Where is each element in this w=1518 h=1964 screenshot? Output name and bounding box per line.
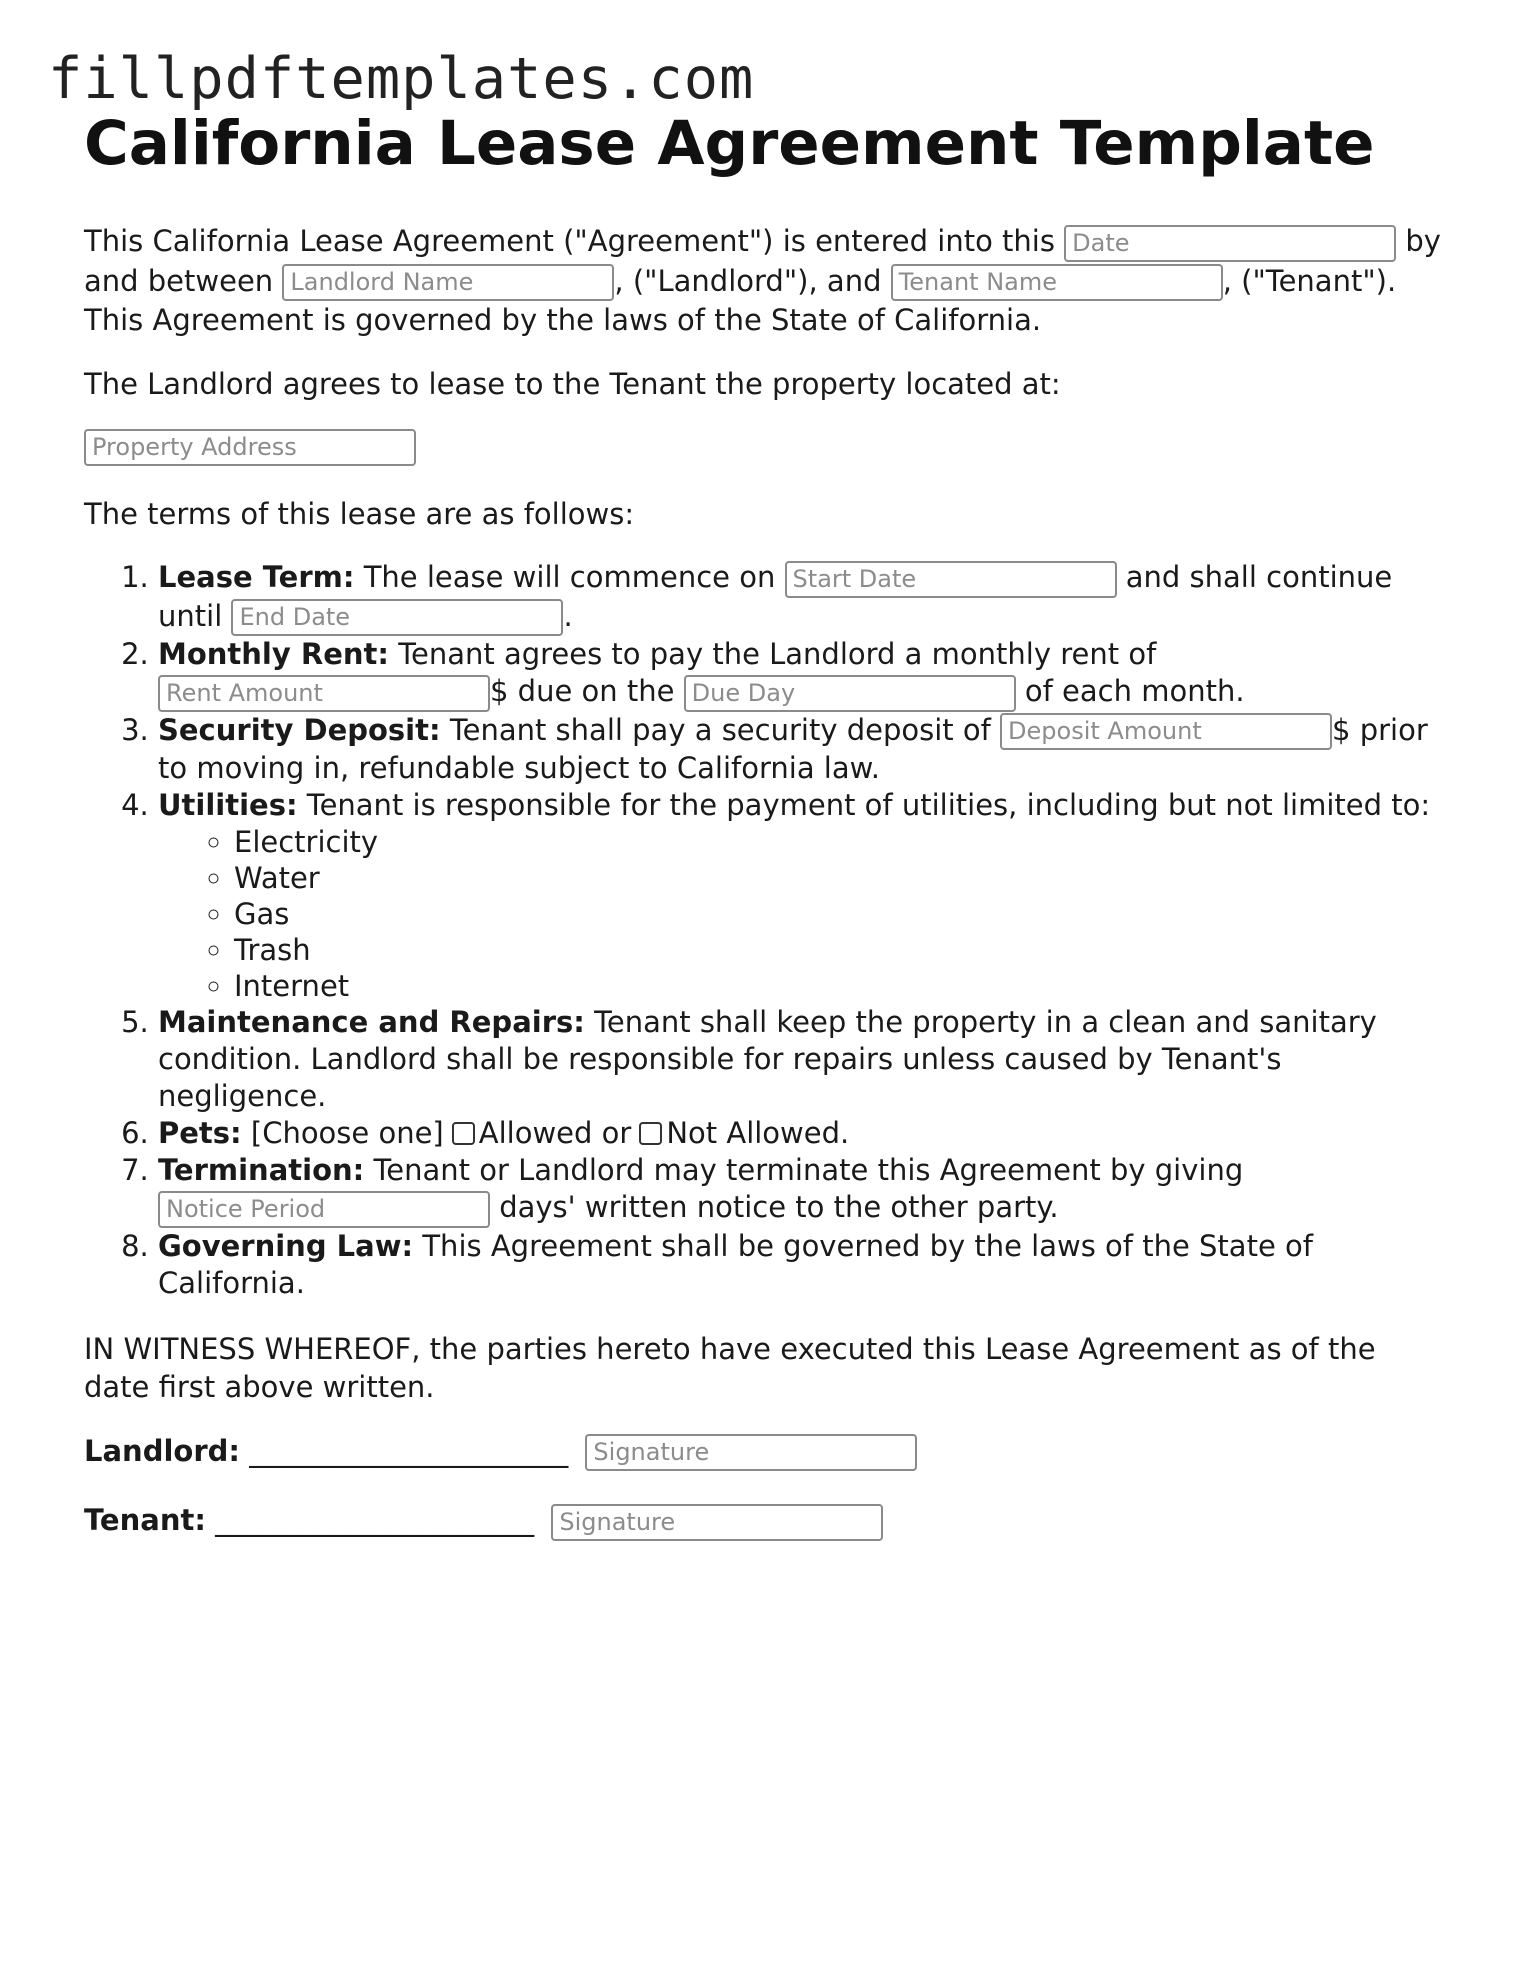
rent-amount-field[interactable]: Rent Amount (158, 675, 490, 712)
monthly-rent-text-2: $ due on the (490, 674, 675, 708)
termination-text-2: days' written notice to the other party. (499, 1190, 1059, 1224)
pets-not-allowed-checkbox[interactable] (639, 1122, 662, 1145)
security-deposit-text-2: $ prior to moving in, refundable subject to California law. (158, 712, 1428, 785)
termination-label: Termination: (158, 1153, 365, 1187)
intro-text-1: This California Lease Agreement ("Agreement") is entered into this (84, 224, 1055, 258)
maintenance-text: Tenant shall keep the property in a clean and sanitary condition. Landlord shall be responsible for repairs unless caused by Tenant's negligence. (158, 1005, 1377, 1113)
terms-intro: The terms of this lease are as follows: (84, 497, 635, 531)
utility-item: ◦ Trash (234, 932, 1444, 968)
due-day-field[interactable]: Due Day (684, 675, 1016, 712)
term-security-deposit (158, 712, 1444, 788)
maintenance-label: Maintenance and Repairs: (158, 1005, 585, 1039)
watermark: fillpdftemplates.com (48, 46, 755, 112)
utility-item: ◦ Electricity (234, 824, 1444, 860)
term-governing-law (158, 1228, 1444, 1302)
pets-label: Pets: (158, 1116, 242, 1150)
landlord-signature-field[interactable]: Signature (585, 1434, 917, 1471)
witness-paragraph: IN WITNESS WHEREOF, the parties hereto have executed this Lease Agreement as of the date first above written. (84, 1331, 1376, 1404)
page-title: California Lease Agreement Template (84, 108, 1375, 179)
term-utilities (158, 787, 1444, 1004)
utilities-label: Utilities: (158, 788, 298, 822)
term-lease-term (158, 559, 1444, 636)
tenant-signature-label: Tenant: (84, 1503, 206, 1537)
utility-item: ◦ Internet (234, 968, 1444, 1004)
term-monthly-rent (158, 636, 1444, 712)
landlord-name-field[interactable]: Landlord Name (282, 264, 614, 301)
term-termination (158, 1152, 1444, 1228)
end-date-field[interactable]: End Date (231, 599, 563, 636)
property-address-field[interactable]: Property Address (84, 429, 416, 466)
document (84, 108, 1444, 1571)
lease-term-period: . (563, 598, 573, 633)
utilities-text: Tenant is responsible for the payment of utilities, including but not limited to: (306, 788, 1431, 822)
start-date-field[interactable]: Start Date (785, 561, 1117, 598)
lease-term-label: Lease Term: (158, 560, 355, 594)
intro-paragraph (84, 222, 1444, 339)
notice-period-field[interactable]: Notice Period (158, 1191, 490, 1228)
termination-text: Tenant or Landlord may terminate this Agreement by giving (373, 1153, 1244, 1187)
terms-list (84, 559, 1444, 1302)
date-field[interactable]: Date (1064, 225, 1396, 262)
landlord-signature-row (84, 1432, 1444, 1472)
pets-not-allowed-text: Not Allowed. (666, 1116, 850, 1150)
property-address-row (84, 429, 1444, 467)
security-deposit-label: Security Deposit: (158, 712, 441, 747)
intro-text-2: by and between (84, 224, 1441, 298)
intro-text-4: , ("Tenant"). This Agreement is governed by the laws of the State of California. (84, 263, 1397, 337)
utilities-list (158, 824, 1444, 1004)
pets-choose-text: [Choose one] (250, 1116, 444, 1150)
tenant-name-field[interactable]: Tenant Name (891, 264, 1223, 301)
monthly-rent-text-3: of each month. (1024, 674, 1245, 708)
tenant-signature-blank: ______________________ (215, 1503, 535, 1537)
landlord-signature-label: Landlord: (84, 1433, 240, 1468)
monthly-rent-label: Monthly Rent: (158, 637, 389, 671)
term-maintenance (158, 1004, 1444, 1115)
deposit-amount-field[interactable]: Deposit Amount (1000, 713, 1332, 750)
term-pets (158, 1115, 1444, 1152)
lease-term-text-2: and shall continue until (158, 560, 1393, 633)
pets-allowed-checkbox[interactable] (452, 1122, 475, 1145)
utility-item: ◦ Water (234, 860, 1444, 896)
utility-item: ◦ Gas (234, 896, 1444, 932)
governing-law-label: Governing Law: (158, 1228, 414, 1263)
pets-allowed-text: Allowed or (478, 1116, 632, 1150)
lease-term-text: The lease will commence on (363, 560, 776, 594)
tenant-signature-row (84, 1501, 1444, 1541)
intro-text-3: , ("Landlord"), and (614, 263, 882, 298)
landlord-signature-blank: ______________________ (249, 1433, 569, 1468)
tenant-signature-field[interactable]: Signature (551, 1504, 883, 1541)
property-paragraph: The Landlord agrees to lease to the Tenant the property located at: (84, 367, 1061, 401)
governing-law-text: This Agreement shall be governed by the laws of the State of California. (158, 1228, 1313, 1300)
monthly-rent-text: Tenant agrees to pay the Landlord a monthly rent of (398, 637, 1157, 671)
security-deposit-text: Tenant shall pay a security deposit of (449, 712, 991, 747)
